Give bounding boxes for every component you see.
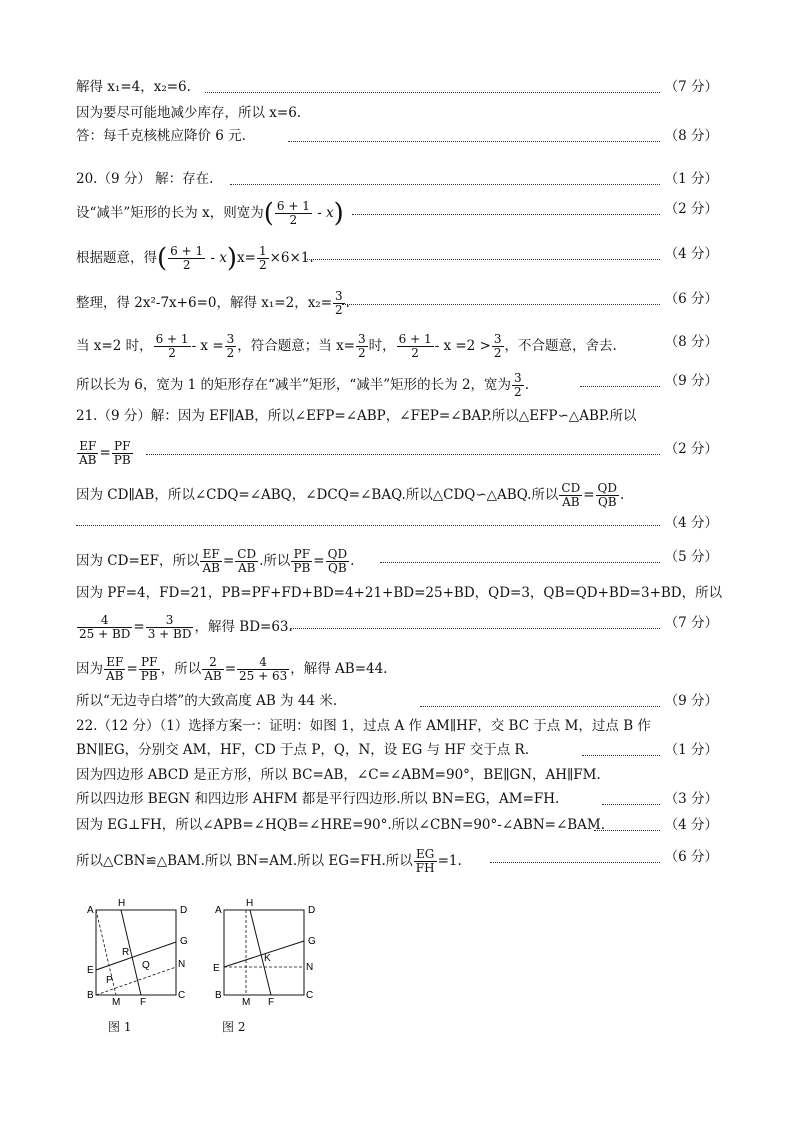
score-label: （5 分）	[664, 549, 718, 565]
fraction: $\frac{3}{2}$	[358, 332, 366, 360]
score-label: （4 分）	[664, 515, 718, 531]
label-B: B	[87, 990, 94, 1001]
solution-line: 所以△CBN≌△BAM.所以 BN=AM.所以 EG=FH.所以 $\frac{EG}{FH}$ =1.	[76, 847, 462, 875]
label-E: E	[87, 965, 94, 976]
solution-line: $\frac{EF}{AB}$ = $\frac{PF}{PB}$	[79, 439, 131, 467]
score-label: （1 分）	[664, 171, 718, 187]
fraction: $\frac{2}{AB}$	[204, 655, 222, 683]
leader-dots	[582, 755, 660, 756]
solution-line: 因为要尽可能地减少库存，所以 x=6.	[76, 105, 302, 121]
leader-dots	[76, 525, 660, 526]
figure-2-diagram	[204, 895, 324, 1010]
figure-2-caption: 图 2	[222, 1020, 246, 1034]
leader-dots	[205, 92, 660, 93]
solution-line: 整理，得 2x²-7x+6=0，解得 x₁=2，x₂= $\frac{3}{2}$ .	[76, 289, 350, 317]
leader-dots	[288, 141, 660, 142]
score-label: （3 分）	[664, 791, 718, 807]
label-P: P	[106, 975, 113, 986]
leader-dots	[420, 706, 660, 707]
label-A: A	[87, 905, 94, 916]
leader-dots	[146, 454, 660, 455]
label-F: F	[268, 997, 275, 1008]
question-22-heading: 22.（12 分）（1）选择方案一：证明：如图 1，过点 A 作 AM∥HF，交 BC 于点 M，过点 B 作	[76, 718, 651, 734]
figure-1-caption: 图 1	[108, 1020, 132, 1034]
fraction: $\frac{QD}{QB}$	[327, 547, 348, 575]
leader-dots	[594, 830, 660, 831]
fraction: $\frac{PF}{PB}$	[113, 439, 131, 467]
solution-line: 因为 CD=EF，所以 $\frac{EF}{AB}$ = $\frac{CD}{AB}$ .所以 $\frac{PF}{PB}$ = $\frac{QD}{QB}$ .	[76, 547, 355, 575]
leader-dots	[230, 184, 660, 185]
solution-line: $\frac{4}{25 + BD}$ = $\frac{3}{3 + BD}$ ，解得 BD=63.	[79, 613, 293, 641]
score-label: （9 分）	[664, 693, 718, 709]
solution-line: 因为 $\frac{EF}{AB}$ = $\frac{PF}{PB}$ ，所以 $\frac{2}{AB}$ = $\frac{4}{25 + 63}$ ，解得 AB=44.	[76, 655, 388, 683]
solution-line: 解得 x₁=4，x₂=6.	[76, 79, 191, 95]
label-E: E	[213, 963, 220, 974]
score-label: （1 分）	[664, 742, 718, 758]
fraction: $\frac{4}{25 + BD}$	[79, 613, 131, 641]
score-label: （4 分）	[664, 246, 718, 262]
score-label: （8 分）	[664, 128, 718, 144]
solution-line: 当 x=2 时， $\frac{6 + 1}{2}$ - x = $\frac{3}{2}$ ，符合题意；当 x= $\frac{3}{2}$ 时， $\frac{6 + 1}{2}$ - x =2 > $\frac{3}{2}$ ，不合题意，舍去.	[76, 332, 617, 360]
solution-line: 答：每千克核桃应降价 6 元.	[76, 128, 246, 144]
label-M: M	[112, 997, 121, 1008]
label-D: D	[180, 905, 188, 916]
leader-dots	[342, 304, 660, 305]
leader-dots	[490, 862, 660, 863]
fraction: $\frac{PF}{PB}$	[140, 655, 158, 683]
fraction: $\frac{3}{3 + BD}$	[147, 613, 192, 641]
score-label: （9 分）	[664, 373, 718, 389]
label-A: A	[215, 905, 222, 916]
score-label: （7 分）	[664, 79, 718, 95]
score-label: （2 分）	[664, 201, 718, 217]
score-label: （2 分）	[664, 441, 718, 457]
fraction: $\frac{3}{2}$	[226, 332, 235, 360]
label-G: G	[180, 936, 188, 947]
fraction: $\frac{6 + 1}{2}$	[170, 244, 204, 272]
fraction: $\frac{1}{2}$	[258, 244, 267, 272]
fraction: $\frac{EG}{FH}$	[415, 847, 435, 875]
solution-line: 因为四边形 ABCD 是正方形，所以 BC=AB，∠C=∠ABM=90°，BE∥GN，AH∥FM.	[76, 767, 601, 783]
leader-dots	[602, 804, 660, 805]
label-N: N	[306, 962, 314, 973]
score-label: （6 分）	[664, 291, 718, 307]
label-K: K	[264, 953, 271, 964]
label-C: C	[306, 990, 314, 1001]
label-G: G	[308, 936, 316, 947]
score-label: （4 分）	[664, 817, 718, 833]
fraction: $\frac{EF}{AB}$	[79, 439, 97, 467]
fraction: $\frac{6 + 1}{2}$	[398, 332, 432, 360]
fraction: $\frac{3}{2}$	[335, 289, 343, 317]
solution-line: 因为 PF=4，FD=21，PB=PF+FD+BD=4+21+BD=25+BD，QD=3，QB=QD+BD=3+BD，所以	[76, 585, 723, 601]
solution-line: 所以长为 6，宽为 1 的矩形存在“减半”矩形，“减半”矩形的长为 2，宽为 $\frac{3}{2}$ .	[76, 371, 529, 399]
fraction: $\frac{6 + 1}{2}$	[155, 332, 189, 360]
solution-line: 设“减半”矩形的长为 x，则宽为( $\frac{6 + 1}{2}$ - x)	[76, 198, 344, 229]
label-H: H	[246, 898, 254, 909]
fraction: $\frac{3}{2}$	[493, 332, 502, 360]
solution-line: 所以“无边寺白塔”的大致高度 AB 为 44 米.	[76, 693, 338, 709]
fraction: $\frac{4}{25 + 63}$	[239, 655, 288, 683]
score-label: （8 分）	[664, 334, 718, 350]
score-label: （6 分）	[664, 849, 718, 865]
question-20-heading: 20.（9 分） 解：存在.	[76, 171, 214, 187]
fraction: $\frac{EF}{AB}$	[202, 547, 220, 575]
leader-dots	[580, 386, 660, 387]
leader-dots	[380, 562, 660, 563]
solution-line: 根据题意，得( $\frac{6 + 1}{2}$ - x)x= $\frac{1}{2}$ ×6×1.	[76, 243, 314, 274]
label-D: D	[308, 905, 316, 916]
leader-dots	[352, 214, 660, 215]
label-F: F	[140, 997, 147, 1008]
leader-dots	[305, 259, 660, 260]
score-label: （7 分）	[664, 615, 718, 631]
solution-line: 因为 CD∥AB，所以∠CDQ=∠ABQ，∠DCQ=∠BAQ.所以△CDQ∽△ABQ.所以 $\frac{CD}{AB}$ = $\frac{QD}{QB}$ .	[76, 481, 625, 509]
label-R: R	[122, 947, 130, 958]
fraction: $\frac{6 + 1}{2}$	[276, 199, 310, 227]
solution-line: 所以四边形 BEGN 和四边形 AHFM 都是平行四边形.所以 BN=EG，AM=FH.	[76, 791, 560, 807]
label-N: N	[178, 959, 186, 970]
leader-dots	[290, 628, 660, 629]
label-Q: Q	[142, 960, 150, 971]
fraction: $\frac{CD}{AB}$	[237, 547, 257, 575]
fraction: $\frac{3}{2}$	[514, 371, 522, 399]
question-21-heading: 21.（9 分）解：因为 EF∥AB，所以∠EFP=∠ABP，∠FEP=∠BAP.所以△EFP∽△ABP.所以	[76, 408, 637, 424]
label-H: H	[118, 898, 126, 909]
figure-1-diagram	[76, 895, 196, 1010]
label-C: C	[178, 990, 186, 1001]
label-M: M	[242, 997, 251, 1008]
fraction: $\frac{CD}{AB}$	[561, 481, 581, 509]
fraction: $\frac{PF}{PB}$	[293, 547, 311, 575]
fraction: $\frac{EF}{AB}$	[106, 655, 124, 683]
fraction: $\frac{QD}{QB}$	[597, 481, 618, 509]
solution-line: 因为 EG⊥FH，所以∠APB=∠HQB=∠HRE=90°.所以∠CBN=90°-∠ABN=∠BAM.	[76, 817, 606, 833]
label-B: B	[215, 990, 222, 1001]
solution-line: BN∥EG，分别交 AM，HF，CD 于点 P，Q，N，设 EG 与 HF 交于点 R.	[76, 742, 530, 758]
